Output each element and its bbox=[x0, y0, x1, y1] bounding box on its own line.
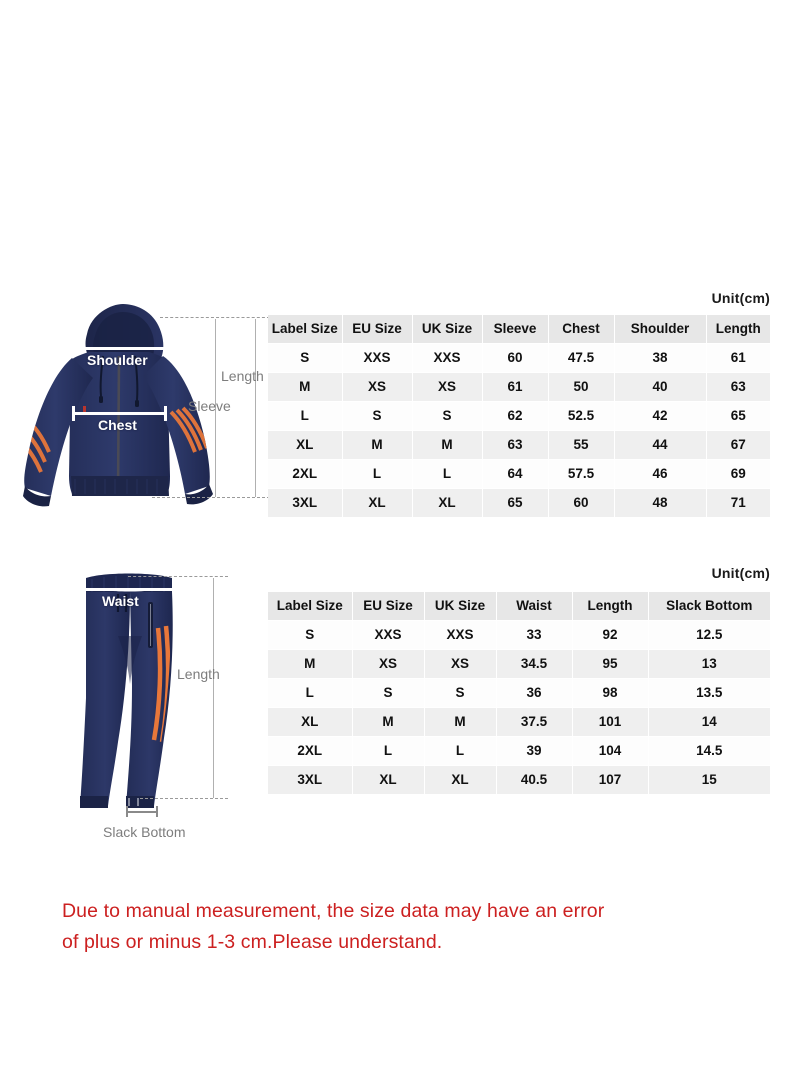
table-row bbox=[268, 373, 770, 402]
table-cell: 69 bbox=[706, 460, 770, 489]
table-cell: 95 bbox=[572, 650, 648, 679]
table-cell: 55 bbox=[548, 431, 614, 460]
pants-col-header: Length bbox=[572, 592, 648, 621]
table-cell: 67 bbox=[706, 431, 770, 460]
pants-length-label: Length bbox=[177, 666, 220, 682]
table-row bbox=[268, 679, 770, 708]
jacket-col-header: Sleeve bbox=[482, 315, 548, 344]
jacket-length-label: Length bbox=[221, 368, 264, 384]
table-cell: 2XL bbox=[268, 460, 342, 489]
table-cell: M bbox=[268, 373, 342, 402]
table-cell: 15 bbox=[648, 766, 770, 795]
table-row bbox=[268, 650, 770, 679]
disclaimer-line-1: Due to manual measurement, the size data may have an error bbox=[62, 900, 605, 922]
table-cell: 65 bbox=[482, 489, 548, 518]
jacket-size-table bbox=[268, 315, 770, 518]
table-cell: 107 bbox=[572, 766, 648, 795]
table-cell: L bbox=[412, 460, 482, 489]
jacket-sleeve-label: Sleeve bbox=[188, 398, 231, 414]
table-cell: 62 bbox=[482, 402, 548, 431]
table-cell: 40.5 bbox=[496, 766, 572, 795]
table-cell: 104 bbox=[572, 737, 648, 766]
table-cell: XXS bbox=[412, 344, 482, 373]
pants-col-header: EU Size bbox=[352, 592, 424, 621]
table-cell: 3XL bbox=[268, 489, 342, 518]
table-cell: 14.5 bbox=[648, 737, 770, 766]
table-row bbox=[268, 402, 770, 431]
table-cell: XXS bbox=[342, 344, 412, 373]
pants-section bbox=[0, 558, 800, 858]
pants-waist-label: Waist bbox=[102, 593, 139, 609]
jacket-section bbox=[0, 285, 800, 535]
table-cell: 63 bbox=[706, 373, 770, 402]
jacket-col-header: UK Size bbox=[412, 315, 482, 344]
table-cell: 3XL bbox=[268, 766, 352, 795]
waist-measure-bar bbox=[86, 588, 172, 591]
table-cell: S bbox=[412, 402, 482, 431]
table-cell: 40 bbox=[614, 373, 706, 402]
table-cell: L bbox=[424, 737, 496, 766]
table-cell: XS bbox=[342, 373, 412, 402]
table-cell: 63 bbox=[482, 431, 548, 460]
jacket-table-header-row bbox=[268, 315, 770, 344]
table-cell: S bbox=[268, 621, 352, 650]
jacket-col-header: EU Size bbox=[342, 315, 412, 344]
shoulder-measure-bar bbox=[75, 347, 167, 350]
measurement-disclaimer bbox=[62, 896, 782, 958]
chest-measure-cap-left bbox=[72, 406, 75, 421]
jacket-col-header: Chest bbox=[548, 315, 614, 344]
slack-bottom-cap-right bbox=[156, 806, 158, 817]
pants-unit-label: Unit(cm) bbox=[711, 565, 770, 581]
pants-col-header: Waist bbox=[496, 592, 572, 621]
table-cell: 92 bbox=[572, 621, 648, 650]
table-cell: 50 bbox=[548, 373, 614, 402]
chest-measure-bar bbox=[72, 412, 167, 415]
table-row bbox=[268, 344, 770, 373]
jacket-col-header: Length bbox=[706, 315, 770, 344]
table-cell: 61 bbox=[482, 373, 548, 402]
table-cell: S bbox=[352, 679, 424, 708]
table-cell: M bbox=[352, 708, 424, 737]
table-cell: 57.5 bbox=[548, 460, 614, 489]
table-row bbox=[268, 431, 770, 460]
table-cell: L bbox=[268, 679, 352, 708]
table-cell: 33 bbox=[496, 621, 572, 650]
table-row bbox=[268, 766, 770, 795]
jacket-col-header: Label Size bbox=[268, 315, 342, 344]
table-cell: M bbox=[424, 708, 496, 737]
jacket-top-guide bbox=[160, 317, 270, 318]
table-cell: 46 bbox=[614, 460, 706, 489]
table-row bbox=[268, 708, 770, 737]
jacket-col-header: Shoulder bbox=[614, 315, 706, 344]
table-cell: XL bbox=[352, 766, 424, 795]
jacket-unit-label: Unit(cm) bbox=[711, 290, 770, 306]
table-cell: 61 bbox=[706, 344, 770, 373]
table-cell: XL bbox=[412, 489, 482, 518]
table-cell: 2XL bbox=[268, 737, 352, 766]
table-cell: 39 bbox=[496, 737, 572, 766]
jacket-svg bbox=[15, 300, 265, 535]
table-cell: 44 bbox=[614, 431, 706, 460]
table-cell: 47.5 bbox=[548, 344, 614, 373]
table-row bbox=[268, 460, 770, 489]
table-cell: XS bbox=[412, 373, 482, 402]
pants-col-header: UK Size bbox=[424, 592, 496, 621]
table-cell: XL bbox=[424, 766, 496, 795]
jacket-bottom-guide bbox=[152, 497, 270, 498]
table-cell: XXS bbox=[352, 621, 424, 650]
disclaimer-line-2: of plus or minus 1-3 cm.Please understand. bbox=[62, 931, 443, 953]
table-row bbox=[268, 737, 770, 766]
jacket-size-table-wrap bbox=[268, 315, 770, 518]
table-cell: 64 bbox=[482, 460, 548, 489]
jacket-length-line bbox=[255, 319, 256, 497]
table-cell: 42 bbox=[614, 402, 706, 431]
table-cell: 71 bbox=[706, 489, 770, 518]
jacket-shoulder-label: Shoulder bbox=[87, 352, 148, 368]
pants-size-table bbox=[268, 592, 770, 795]
shoulder-measure-cap-left bbox=[75, 341, 78, 356]
table-cell: 36 bbox=[496, 679, 572, 708]
table-cell: L bbox=[342, 460, 412, 489]
table-cell: XL bbox=[342, 489, 412, 518]
table-cell: 38 bbox=[614, 344, 706, 373]
table-cell: XL bbox=[268, 431, 342, 460]
shoulder-measure-cap-right bbox=[164, 341, 167, 356]
jacket-chest-label: Chest bbox=[98, 417, 137, 433]
pants-size-table-wrap bbox=[268, 592, 770, 795]
table-cell: S bbox=[268, 344, 342, 373]
table-cell: 12.5 bbox=[648, 621, 770, 650]
table-cell: 13 bbox=[648, 650, 770, 679]
table-cell: 37.5 bbox=[496, 708, 572, 737]
table-cell: L bbox=[268, 402, 342, 431]
table-cell: S bbox=[342, 402, 412, 431]
table-cell: XL bbox=[268, 708, 352, 737]
pants-length-line bbox=[213, 578, 214, 798]
table-row bbox=[268, 489, 770, 518]
pants-bottom-guide bbox=[140, 798, 228, 799]
chest-measure-cap-right bbox=[164, 406, 167, 421]
table-cell: XS bbox=[424, 650, 496, 679]
table-cell: 60 bbox=[548, 489, 614, 518]
slack-bottom-cap-left bbox=[126, 806, 128, 817]
table-cell: 65 bbox=[706, 402, 770, 431]
table-cell: M bbox=[342, 431, 412, 460]
pants-col-header: Label Size bbox=[268, 592, 352, 621]
table-cell: 34.5 bbox=[496, 650, 572, 679]
table-row bbox=[268, 621, 770, 650]
pants-col-header: Slack Bottom bbox=[648, 592, 770, 621]
pants-illustration bbox=[30, 566, 230, 816]
table-cell: S bbox=[424, 679, 496, 708]
table-cell: L bbox=[352, 737, 424, 766]
table-cell: M bbox=[412, 431, 482, 460]
pants-table-header-row bbox=[268, 592, 770, 621]
slack-bottom-measure-bar bbox=[126, 811, 158, 813]
table-cell: 48 bbox=[614, 489, 706, 518]
table-cell: XXS bbox=[424, 621, 496, 650]
table-cell: 13.5 bbox=[648, 679, 770, 708]
table-cell: 14 bbox=[648, 708, 770, 737]
table-cell: 52.5 bbox=[548, 402, 614, 431]
jacket-illustration bbox=[15, 300, 265, 535]
table-cell: 101 bbox=[572, 708, 648, 737]
pants-slack-bottom-label: Slack Bottom bbox=[103, 824, 186, 840]
table-cell: XS bbox=[352, 650, 424, 679]
table-cell: 98 bbox=[572, 679, 648, 708]
pants-top-guide bbox=[128, 576, 228, 577]
table-cell: M bbox=[268, 650, 352, 679]
table-cell: 60 bbox=[482, 344, 548, 373]
